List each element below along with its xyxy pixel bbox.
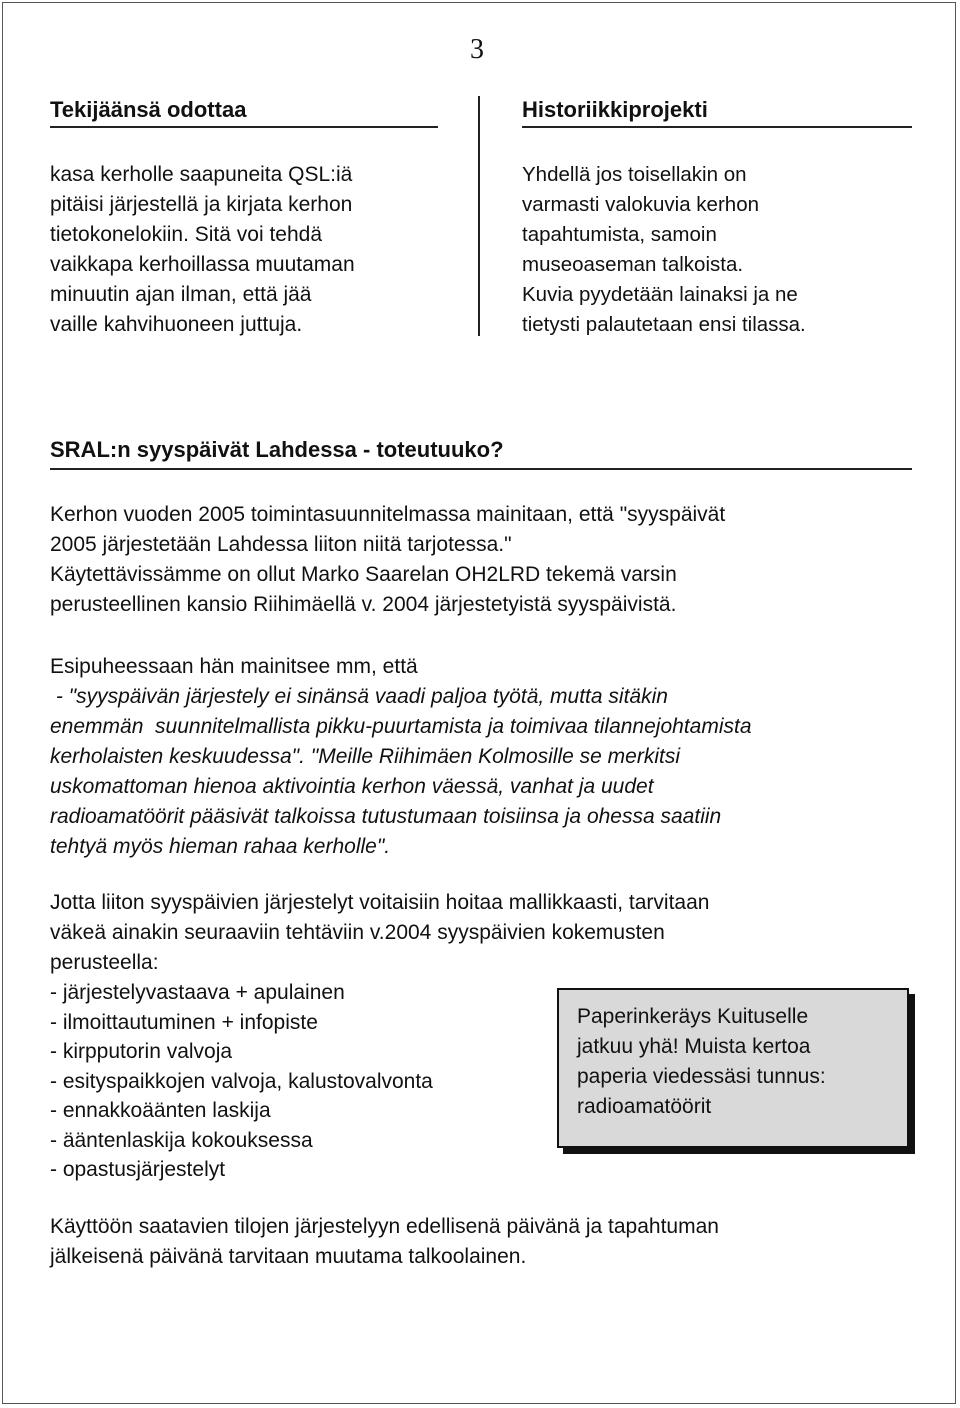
text-line: vaikkapa kerhoillassa muutaman (50, 253, 355, 276)
text-line: jälkeisenä päivänä tarvitaan muutama talkoolainen. (50, 1245, 527, 1268)
notice-line: jatkuu yhä! Muista kertoa (577, 1035, 811, 1058)
requirements-paragraph (50, 888, 920, 978)
quote-line: kerholaisten keskuudessa". "Meille Riihimäen Kolmosille se merkitsi (50, 745, 680, 768)
quote-line: tehtyä myös hieman rahaa kerholle". (50, 835, 391, 858)
sral-section-heading: SRAL:n syyspäivät Lahdessa - toteutuuko? (50, 436, 912, 470)
foreword-quote (50, 682, 920, 862)
text-line: perusteellinen kansio Riihimäellä v. 2004 järjestetyistä syyspäivistä. (50, 593, 677, 616)
text-line: museoaseman talkoista. (522, 253, 744, 276)
text-line: varmasti valokuvia kerhon (522, 193, 759, 216)
list-item: - ennakkoäänten laskija (50, 1099, 271, 1122)
text-line: 2005 järjestetään Lahdessa liiton niitä tarjotessa." (50, 533, 512, 556)
text-line: Kerhon vuoden 2005 toimintasuunnitelmassa mainitaan, että "syyspäivät (50, 503, 726, 526)
closing-paragraph (50, 1212, 920, 1272)
page-number: 3 (470, 34, 484, 65)
list-item: - ilmoittautuminen + infopiste (50, 1010, 318, 1034)
text-line: Kuvia pyydetään lainaksi ja ne (522, 283, 798, 306)
text-line: väkeä ainakin seuraaviin tehtäviin v.2004 syyspäivien kokemusten (50, 921, 665, 944)
quote-line: uskomattoman hienoa aktivointia kerhon väessä, vanhat ja uudet (50, 775, 654, 798)
text-line: kasa kerholle saapuneita QSL:iä (50, 163, 353, 186)
left-column-text (50, 160, 438, 340)
text-line: tapahtumista, samoin (522, 223, 717, 246)
text-line: vaille kahvihuoneen juttuja. (50, 313, 303, 336)
foreword-paragraph (50, 652, 920, 862)
text-line: Yhdellä jos toisellakin on (522, 163, 747, 186)
column-divider (478, 96, 480, 336)
notice-line: paperia viedessäsi tunnus: (577, 1065, 826, 1088)
right-column-text (522, 160, 912, 340)
notice-line: radioamatöörit (577, 1095, 712, 1118)
foreword-intro: Esipuheessaan hän mainitsee mm, että (50, 655, 418, 678)
text-line: tietokonelokiin. Sitä voi tehdä (50, 223, 323, 246)
list-item: - opastusjärjestelyt (50, 1158, 226, 1181)
text-line: Käytettävissämme on ollut Marko Saarelan OH2LRD tekemä varsin (50, 563, 677, 586)
text-line: minuutin ajan ilman, että jää (50, 283, 312, 306)
quote-line: enemmän suunnitelmallista pikku-puurtamista ja toimivaa tilannejohtamista (50, 715, 752, 738)
text-line: perusteella: (50, 951, 159, 974)
text-line: Käyttöön saatavien tilojen järjestelyyn edellisenä päivänä ja tapahtuman (50, 1215, 719, 1238)
paper-collection-notice (557, 988, 909, 1148)
quote-line: radioamatöörit pääsivät talkoissa tutustumaan toisiinsa ja ohessa saatiin (50, 805, 722, 828)
sral-paragraph (50, 500, 920, 620)
list-item: - kirpputorin valvoja (50, 1040, 233, 1063)
right-column (522, 96, 912, 340)
quote-line: - "syyspäivän järjestely ei sinänsä vaadi paljoa työtä, mutta sitäkin (50, 685, 668, 708)
left-column (50, 96, 438, 340)
list-item: - esityspaikkojen valvoja, kalustovalvonta (50, 1069, 433, 1093)
text-line: Jotta liiton syyspäivien järjestelyt voitaisiin hoitaa mallikkaasti, tarvitaan (50, 891, 710, 914)
text-line: tietysti palautetaan ensi tilassa. (522, 313, 806, 336)
list-item: - ääntenlaskija kokouksessa (50, 1128, 313, 1152)
right-column-heading: Historiikkiprojekti (522, 96, 912, 128)
notice-line: Paperinkeräys Kuituselle (577, 1005, 809, 1028)
left-column-heading: Tekijäänsä odottaa (50, 96, 438, 128)
task-list (50, 978, 433, 1185)
text-line: pitäisi järjestellä ja kirjata kerhon (50, 193, 353, 216)
list-item: - järjestelyvastaava + apulainen (50, 981, 345, 1004)
